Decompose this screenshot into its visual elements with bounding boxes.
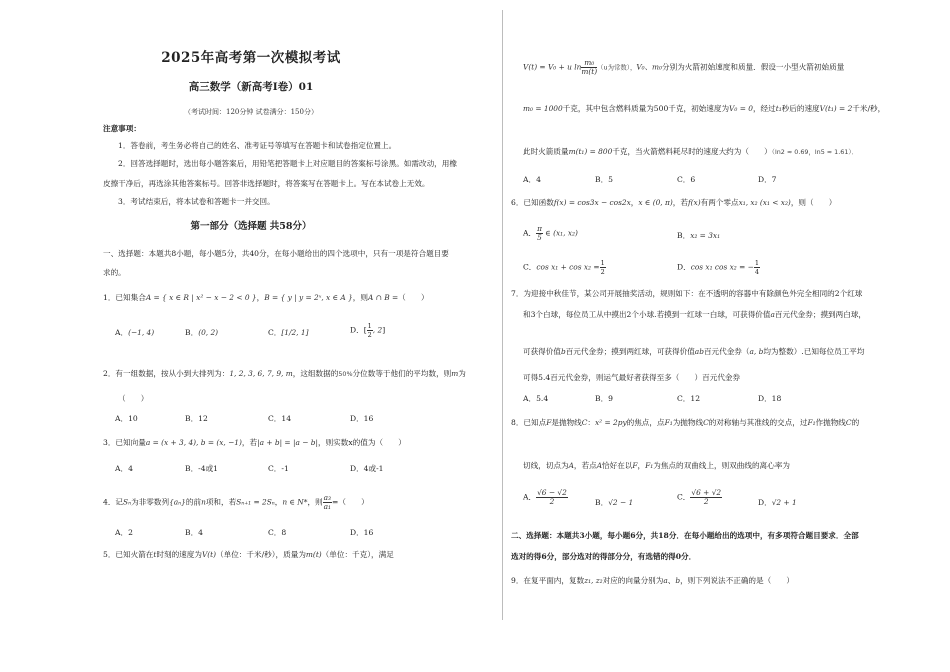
- q1-pre: 1．已知集合: [103, 293, 146, 302]
- q8-option-b: B．√2 − 1: [595, 498, 634, 507]
- q5-line-3: 此时火箭质量m(t₁) = 800千克，当火箭燃料耗尽时的速度大约为（ ）（ln2 ≈ 0.69，ln5 ≈ 1.61）．: [523, 147, 858, 156]
- question-7-line-3: 可获得价值b百元代金券；摸到两红球，可获得价值ab百元代金券（a, b均为整数）.已知每位员工平均: [523, 347, 865, 356]
- question-7-line-4: 可得5.4百元代金券，则运气最好者获得至多（ ）百元代金券: [523, 373, 741, 382]
- q3-option-d: D．4或-1: [350, 464, 384, 473]
- question-2: 2．有一组数据，按从小到大排列为：1, 2, 3, 6, 7, 9, m，这组数据的50%分位数等于他们的平均数，则m为: [103, 369, 466, 378]
- q6-option-a: A． $\frac{\pi}{5}$ ∈ (x₁, x₂): [523, 224, 578, 242]
- q1-option-a: A．(−1, 4): [115, 328, 155, 337]
- q2-option-d: D．16: [350, 414, 374, 423]
- q1-expr: A ∩ B =: [367, 293, 399, 302]
- section2-desc-b: 选对的得6分，部分选对的得部分分，有选错的得0分．: [511, 552, 697, 561]
- section1-desc-b: 求的。: [103, 268, 126, 277]
- q6-option-c: C．cos x₁ + cos x₂ = $\frac{1}{2}$: [523, 259, 605, 276]
- q1-option-b: B．(0, 2): [185, 328, 219, 337]
- q6-option-b: B．x₂ = 3x₁: [677, 231, 721, 240]
- exam-title: 2025年高考第一次模拟考试: [161, 50, 341, 66]
- q7-option-c: C．12: [677, 394, 701, 403]
- q3-option-c: C．-1: [268, 464, 289, 473]
- exam-subtitle: 高三数学（新高考Ⅰ卷）01: [188, 81, 314, 93]
- q1-post: （ ）: [398, 293, 429, 302]
- right-column: [503, 0, 950, 672]
- question-9: 9．在复平面内，复数z₁, z₂对应的向量分别为a、b，则下列说法不正确的是（ ）: [511, 576, 794, 585]
- q3-option-b: B．-4或1: [185, 464, 218, 473]
- q5-option-d: D．7: [758, 175, 777, 184]
- question-3: 3．已知向量a = (x + 3, 4), b = (x, −1)，若|a + b| = |a − b|，则实数x的值为（ ）: [103, 438, 406, 447]
- q5-line-2: m₀ = 1000千克，其中包含燃料质量为500千克，初始速度为V₀ = 0，经过t₁秒后的速度V(t₁) = 2千米/秒，: [523, 104, 886, 113]
- q5-option-b: B．5: [595, 175, 614, 184]
- notes-heading: 注意事项：: [103, 124, 141, 133]
- q7-option-d: D．18: [758, 394, 782, 403]
- question-8-line-2: 切线，切点为A，若点A恰好在以F，F₁为焦点的双曲线上，则双曲线的离心率为: [523, 461, 790, 470]
- exam-info: （考试时间：120分钟 试卷满分：150分）: [184, 108, 318, 116]
- question-1: [103, 293, 429, 303]
- note-2a: 2．回答选择题时，选出每小题答案后，用铅笔把答题卡上对应题目的答案标号涂黑。如需改动，用橡: [118, 159, 457, 168]
- q2-data: 1, 2, 3, 6, 7, 9, m: [229, 369, 293, 378]
- q2-blank: （ ）: [118, 394, 149, 403]
- q5-option-a: A．4: [523, 175, 541, 184]
- q1-mid: ，则: [352, 293, 368, 302]
- question-4: 4．记Sₙ为非零数列{aₙ}的前n项和，若Sₙ₊₁ = 2Sₙ，n ∈ N*，则 $\frac{\text{a₃}}{\text{a₁}}$ =（ ）: [103, 493, 369, 511]
- note-2b: 皮擦干净后，再选涂其他答案标号。回答非选择题时，将答案写在答题卡上。写在本试卷上无效。: [103, 179, 430, 188]
- question-6: 6．已知函数f(x) = cos3x − cos2x，x ∈ (0, π)，若f(x)有两个零点x₁, x₂ (x₁ < x₂)，则（ ）: [511, 198, 837, 207]
- q1-set-a: A = { x ∈ R | x² − x − 2 < 0 }: [145, 293, 257, 302]
- q8-option-a: A． $\frac{√6 - √2}{2}$: [523, 488, 567, 506]
- q4-option-c: C．8: [268, 528, 287, 537]
- q2-option-b: B．12: [185, 414, 208, 423]
- q4-option-d: D．16: [350, 528, 374, 537]
- section1-desc-a: 一、选择题：本题共8小题，每小题5分，共40分，在每小题给出的四个选项中，只有一项是符合题目要: [103, 249, 449, 258]
- q1-set-b: B = { y | y = 2ˣ, x ∈ A }: [264, 293, 353, 302]
- q3-option-a: A．4: [115, 464, 133, 473]
- q1-option-c: C．[1/2, 1]: [268, 328, 309, 337]
- q6-option-d: D．cos x₁ cos x₂ = − $\frac{1}{4}$: [677, 259, 759, 276]
- part1-heading: 第一部分（选择题 共58分）: [190, 221, 312, 232]
- q1-comma: ，: [256, 293, 265, 302]
- q4-option-a: A．2: [115, 528, 133, 537]
- q4-option-b: B．4: [185, 528, 204, 537]
- q5-option-c: C．6: [677, 175, 696, 184]
- q8-option-d: D．√2 + 1: [758, 498, 797, 507]
- question-7-line-1: 7．为迎接中秋佳节，某公司开展抽奖活动，规则如下：在不透明的容器中有除颜色外完全相同的2个红球: [511, 289, 863, 298]
- question-7-line-2: 和3个白球，每位员工从中摸出2个小球.若摸到一红球一白球，可获得价值a百元代金券；摸到两白球，: [523, 310, 867, 319]
- question-5: 5．已知火箭在t时刻的速度为V(t)（单位：千米/秒），质量为m(t)（单位：千克），满足: [103, 550, 394, 559]
- q5-formula-line: V(t) = V₀ + u ln $\frac{\text{m₀}}{m(t)}$ （u为常数），V₀、m₀分别为火箭初始速度和质量．假设一小型火箭初始质量: [523, 58, 845, 76]
- section2-desc-a: 二、选择题：本题共3小题，每小题6分，共18分．在每小题给出的选项中，有多项符合题目要求．全部: [511, 531, 859, 540]
- q7-option-b: B．9: [595, 394, 614, 403]
- question-8-line-1: 8．已知点F是抛物线C：x² = 2py的焦点，点F₁为抛物线C的对称轴与其准线的交点，过F₁作抛物线C的: [511, 418, 860, 427]
- q1-option-d: D．[ $\frac{1}{2}$ , 2]: [350, 322, 386, 339]
- q8-option-c: C． $\frac{√6 + √2}{2}$: [677, 488, 722, 506]
- q7-option-a: A．5.4: [523, 394, 549, 403]
- note-3: 3．考试结束后，将本试卷和答题卡一并交回。: [118, 197, 275, 206]
- q2-option-a: A．10: [115, 414, 138, 423]
- q5-formula: V(t) = V₀ + u ln: [523, 62, 582, 72]
- q2-option-c: C．14: [268, 414, 292, 423]
- note-1: 1．答卷前，考生务必将自己的姓名、准考证号等填写在答题卡和试卷指定位置上。: [118, 141, 397, 150]
